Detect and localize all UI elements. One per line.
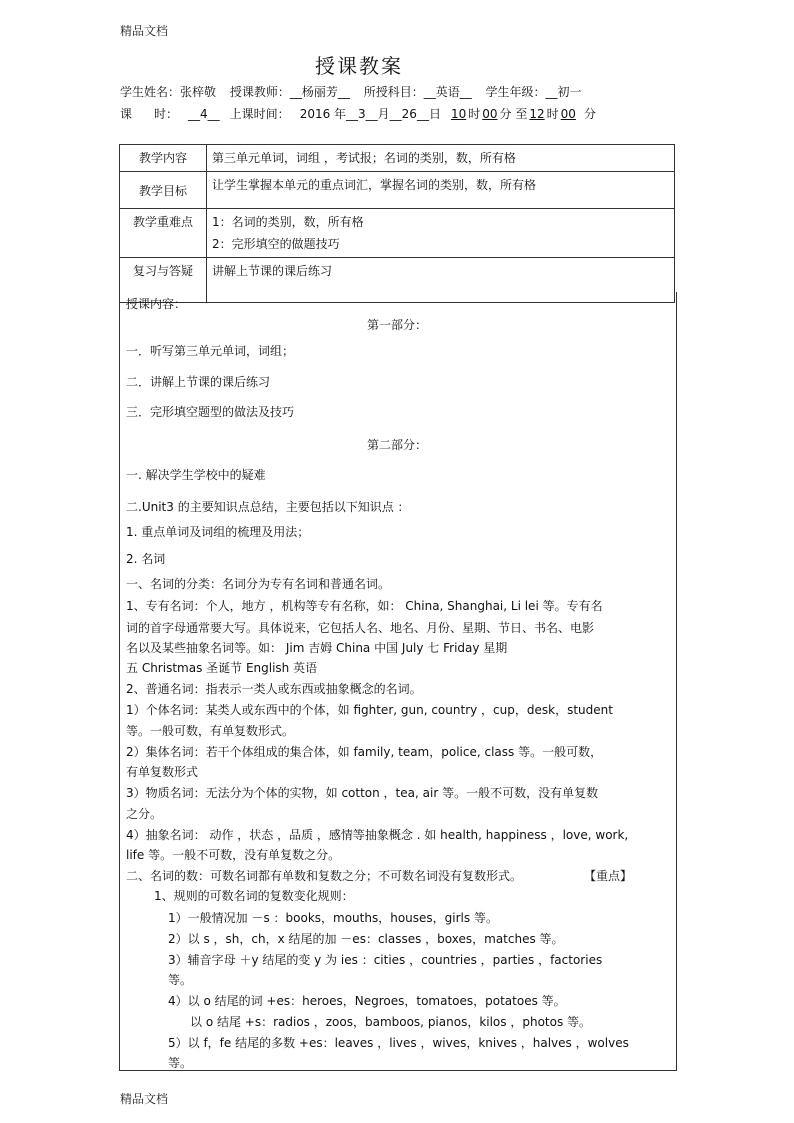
- content-line: 词的首字母通常要大写。具体说来，它包括人名、地名、月份、星期、节日、书名、电影: [126, 621, 595, 635]
- content-line: 1）个体名词：某类人或东西中的个体，如 fighter, gun, country ，cup，desk，student: [126, 703, 613, 717]
- content-line: 三．完形填空题型的做法及技巧: [126, 405, 295, 419]
- content-line: 二．讲解上节课的课后练习: [126, 375, 271, 389]
- grade: 学生年级：__初一: [485, 85, 582, 99]
- content-line: 1）一般情况加 －s ：books，mouths，houses，girls 等。: [168, 911, 498, 925]
- end-minute: 00: [560, 107, 576, 121]
- meta-key: 教学重难点: [120, 209, 207, 258]
- content-line: 一．听写第三单元单词，词组；: [126, 344, 295, 358]
- content-line: 以 o 结尾 +s：radios ，zoos，bamboos, pianos，kilos ，photos 等。: [190, 1015, 592, 1029]
- content-line: 3）辅音字母 ＋y 结尾的变 y 为 ies ：cities ，countries ，parties ，factories: [168, 953, 603, 967]
- content-line: 2. 名词: [126, 552, 166, 566]
- section-heading: 第二部分：: [366, 438, 427, 452]
- content-line: 1、规则的可数名词的复数变化规则：: [154, 889, 354, 903]
- start-minute: 00: [482, 107, 498, 121]
- section-heading: 第一部分：: [366, 318, 427, 332]
- content-line: [126, 867, 633, 884]
- end-hour: 12: [529, 107, 545, 121]
- content-line: 有单复数形式: [126, 765, 199, 779]
- meta-value: 讲解上节课的课后练习: [207, 258, 675, 303]
- content-line: 4）抽象名词： 动作 ，状态 ，品质 ，感情等抽象概念 . 如 health, happiness ，love, work,: [126, 828, 629, 842]
- student-name: 学生姓名：张梓敬: [120, 85, 217, 99]
- content-line: life 等。一般不可数，没有单复数之分。: [126, 848, 341, 862]
- content-line: 一、名词的分类：名词分为专有名词和普通名词。: [126, 577, 391, 591]
- start-hour-unit: 时: [468, 107, 481, 121]
- subject: 所授科目：__英语__: [363, 85, 472, 99]
- content-line: 3）物质名词：无法分为个体的实物，如 cotton ，tea, air 等。一般不可数，没有单复数: [126, 786, 599, 800]
- page-header: 精品文档: [120, 24, 169, 38]
- table-row: [120, 209, 675, 258]
- content-line: 1. 重点单词及词组的梳理及用法；: [126, 525, 310, 539]
- meta-key: 教学内容: [120, 145, 207, 172]
- content-label: 授课内容：: [126, 297, 187, 311]
- end-hour-unit: 时: [546, 107, 559, 121]
- content-line: 一. 解决学生学校中的疑难: [126, 468, 266, 482]
- content-line: 5）以 f，fe 结尾的多数 +es：leaves ，lives ，wives，knives ，halves ，wolves: [168, 1036, 629, 1050]
- content-line: 等。: [168, 1056, 193, 1070]
- content-line: 2）以 s ，sh，ch，x 结尾的加 －es：classes ，boxes，matches 等。: [168, 932, 564, 946]
- content-text: 二、名词的数：可数名词都有单数和复数之分；不可数名词没有复数形式。: [126, 869, 523, 883]
- minute-unit: 分: [583, 107, 596, 121]
- hours-label-ke: 课: [120, 107, 133, 121]
- meta-key: 复习与答疑: [120, 258, 207, 303]
- lesson-meta-table: [119, 144, 675, 303]
- info-line-2: [120, 105, 606, 122]
- meta-value-line: 1：名词的类别，数，所有格: [212, 215, 364, 229]
- table-row: [120, 172, 675, 209]
- meta-key: 教学目标: [120, 172, 207, 209]
- meta-value: 第三单元单词，词组 ，考试报；名词的类别，数，所有格: [207, 145, 675, 172]
- content-line: 等。: [168, 973, 193, 987]
- class-date: 2016 年__3__月__26__日: [299, 107, 441, 121]
- start-hour: 10: [450, 107, 467, 121]
- content-line: 五 Christmas 圣诞节 English 英语: [126, 661, 318, 675]
- key-point-tag: 【重点】: [584, 869, 633, 883]
- content-line: 二.Unit3 的主要知识点总结，主要包括以下知识点 ：: [126, 500, 410, 514]
- page-footer: 精品文档: [120, 1092, 169, 1106]
- content-line: 名以及某些抽象名词等。如： Jim 吉姆 China 中国 July 七 Friday 星期: [126, 641, 508, 655]
- meta-value: 让学生掌握本单元的重点词汇，掌握名词的类别，数，所有格: [207, 172, 675, 209]
- info-line-1: [120, 83, 592, 100]
- content-line: 之分。: [126, 807, 163, 821]
- hours-label-shi: 时：: [154, 107, 179, 121]
- content-line: 2）集体名词：若干个体组成的集合体，如 family, team，police, class 等。一般可数，: [126, 745, 603, 759]
- meta-value-line: 2：完形填空的做题技巧: [212, 237, 340, 251]
- content-line: 等。一般可数，有单复数形式。: [126, 724, 295, 738]
- page-title: 授课教案: [315, 54, 403, 78]
- content-line: 4）以 o 结尾的词 +es：heroes，Negroes，tomatoes，potatoes 等。: [168, 994, 566, 1008]
- teacher-name: 授课教师：__杨丽芳__: [229, 85, 350, 99]
- content-line: 1、专有名词：个人，地方 ，机构等专有名称，如： China, Shanghai, Li lei 等。专有名: [126, 599, 603, 613]
- table-row: [120, 145, 675, 172]
- to-label: 分 至: [499, 107, 528, 121]
- hours-value: __4__: [188, 107, 220, 121]
- content-line: 2、普通名词：指表示一类人或东西或抽象概念的名词。: [126, 682, 422, 696]
- meta-value: [207, 209, 675, 258]
- class-time-label: 上课时间：: [229, 107, 290, 121]
